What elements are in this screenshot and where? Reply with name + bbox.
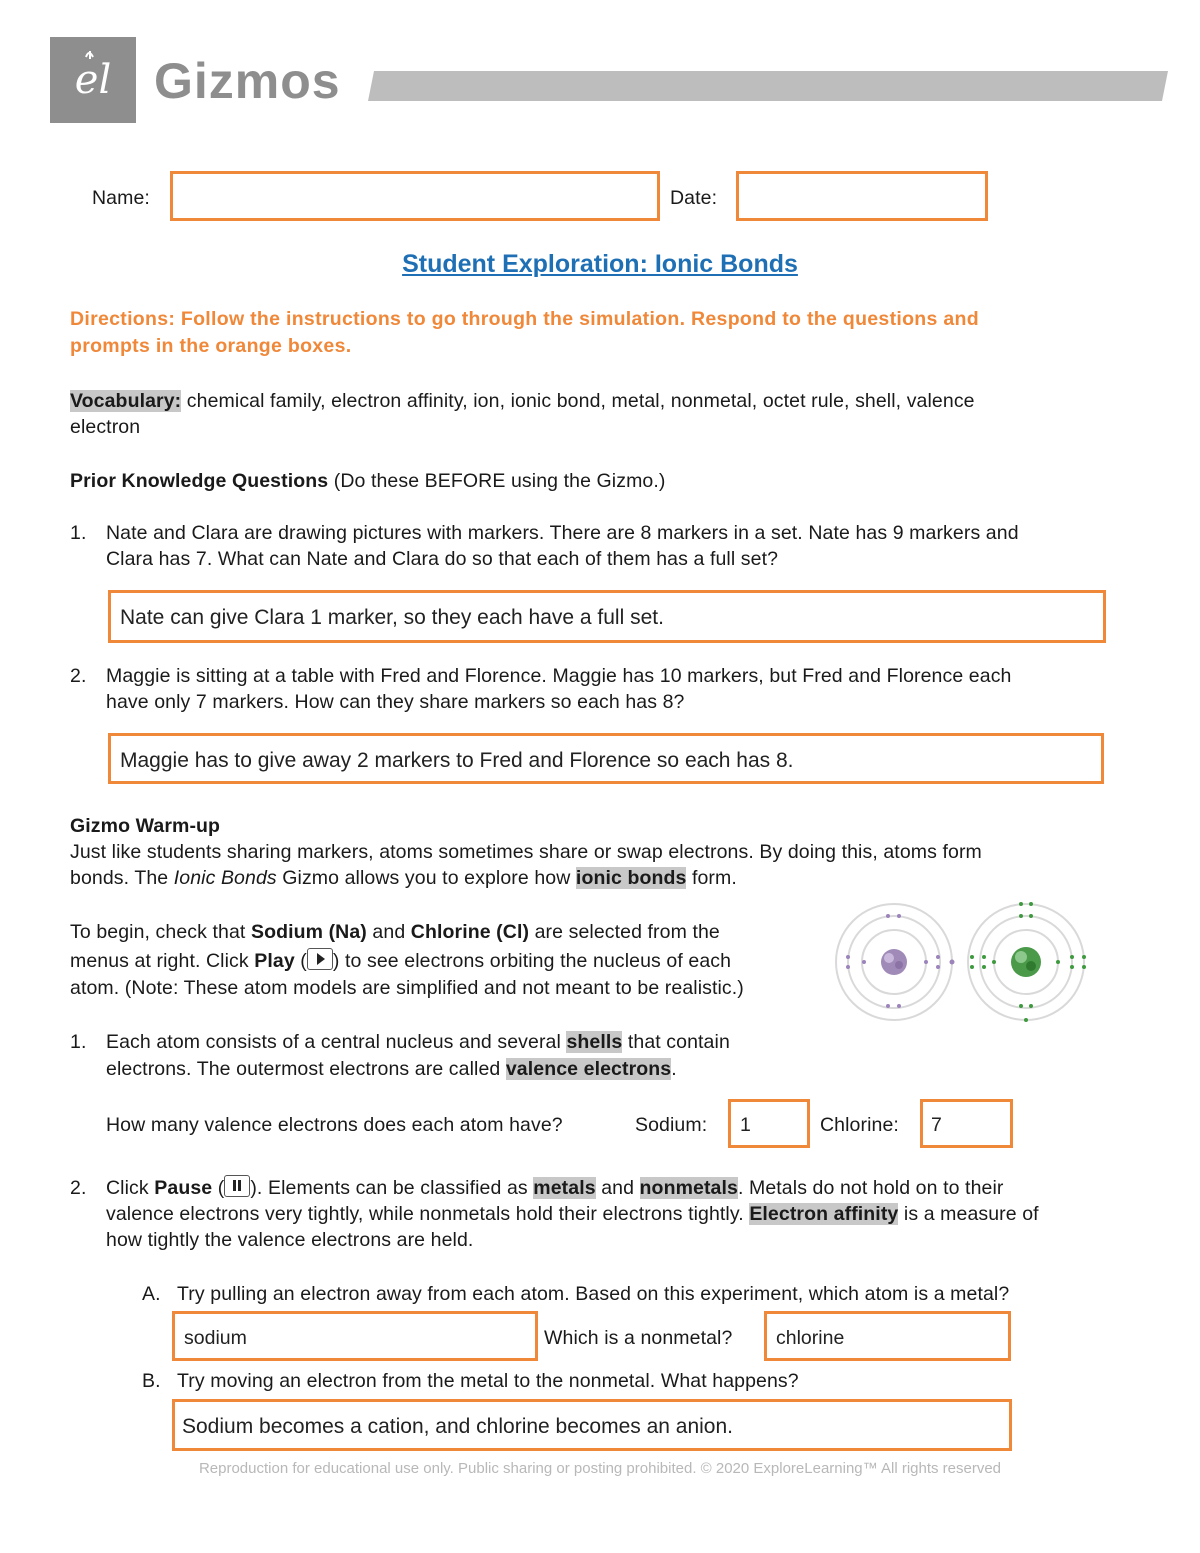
warmup-heading: Gizmo Warm-up — [70, 815, 221, 837]
chlorine-atom-icon — [968, 902, 1086, 1022]
question-text: Clara has 7. What can Nate and Clara do so that each of them has a full set? — [106, 548, 779, 570]
warmup-paragraph-line: Just like students sharing markers, atoms sometimes share or swap electrons. By doing this, atoms form — [70, 841, 982, 863]
part-b-answer-field[interactable]: Sodium becomes a cation, and chlorine becomes an anion. — [172, 1399, 1012, 1451]
directions-line-1: Directions: Follow the instructions to go through the simulation. Respond to the questions and — [70, 308, 979, 330]
question-prompt: How many valence electrons does each atom have? — [106, 1114, 563, 1136]
warmup-paragraph-line: atom. (Note: These atom models are simplified and not meant to be realistic.) — [70, 977, 744, 999]
warmup-paragraph-line: bonds. The Ionic Bonds Gizmo allows you to explore how ionic bonds form. — [70, 867, 737, 889]
page-title: Student Exploration: Ionic Bonds — [402, 250, 798, 278]
header-bar — [368, 71, 1168, 101]
chlorine-valence-field[interactable]: 7 — [920, 1099, 1013, 1148]
brand-logo — [50, 37, 136, 123]
question-number: 1. — [70, 522, 87, 544]
question-text: valence electrons very tightly, while nonmetals hold their electrons tightly. Electron affinity is a measure of — [106, 1203, 1039, 1225]
question-text: how tightly the valence electrons are held. — [106, 1229, 474, 1251]
subquestion-letter: B. — [142, 1370, 161, 1392]
question-number: 2. — [70, 665, 87, 687]
question-text: Nate and Clara are drawing pictures with markers. There are 8 markers in a set. Nate has 9 markers and — [106, 522, 1019, 544]
metal-answer-field[interactable]: sodium — [172, 1311, 538, 1361]
question-text: Maggie is sitting at a table with Fred and Florence. Maggie has 10 markers, but Fred and Florence each — [106, 665, 1012, 687]
question-text: electrons. The outermost electrons are called valence electrons. — [106, 1058, 677, 1080]
date-label: Date: — [670, 187, 718, 209]
answer-box-pk-2[interactable]: Maggie has to give away 2 markers to Fred and Florence so each has 8. — [108, 733, 1104, 784]
answer-box-pk-1[interactable]: Nate can give Clara 1 marker, so they each have a full set. — [108, 590, 1106, 643]
directions-line-2: prompts in the orange boxes. — [70, 335, 352, 357]
brand-name: Gizmos — [154, 53, 341, 109]
play-icon — [307, 948, 333, 970]
copyright-footer: Reproduction for educational use only. Public sharing or posting prohibited. © 2020 ExploreLearning™ All rights reserved — [198, 1460, 1002, 1477]
name-label: Name: — [92, 187, 150, 209]
sodium-atom-icon — [836, 904, 955, 1020]
sodium-valence-field[interactable]: 1 — [728, 1099, 810, 1148]
question-number: 2. — [70, 1177, 87, 1199]
date-field[interactable] — [736, 171, 988, 221]
name-field[interactable] — [170, 171, 660, 221]
question-text: have only 7 markers. How can they share markers so each has 8? — [106, 691, 685, 713]
question-text: Click Pause ( ). Elements can be classified as metals and nonmetals. Metals do not hold on to their — [106, 1177, 1004, 1199]
prior-knowledge-heading: Prior Knowledge Questions (Do these BEFORE using the Gizmo.) — [70, 470, 666, 492]
pause-icon — [224, 1175, 250, 1197]
sodium-label: Sodium: — [635, 1114, 708, 1136]
nonmetal-label: Which is a nonmetal? — [544, 1327, 733, 1349]
nonmetal-answer-field[interactable]: chlorine — [764, 1311, 1011, 1361]
subquestion-text: Try moving an electron from the metal to the nonmetal. What happens? — [177, 1370, 799, 1392]
question-number: 1. — [70, 1031, 87, 1053]
chlorine-label: Chlorine: — [820, 1114, 899, 1136]
warmup-paragraph-line: To begin, check that Sodium (Na) and Chlorine (Cl) are selected from the — [70, 921, 720, 943]
atom-models-image — [832, 900, 1092, 1024]
question-text: Each atom consists of a central nucleus and several shells that contain — [106, 1031, 730, 1053]
subquestion-text: Try pulling an electron away from each atom. Based on this experiment, which atom is a metal? — [177, 1283, 1010, 1305]
warmup-paragraph-line: menus at right. Click Play ( ) to see electrons orbiting the nucleus of each — [70, 950, 732, 972]
vocabulary-line-1: Vocabulary: chemical family, electron affinity, ion, ionic bond, metal, nonmetal, octet rule, shell, valence — [70, 390, 975, 412]
subquestion-letter: A. — [142, 1283, 161, 1305]
vocabulary-label: Vocabulary: — [70, 390, 182, 412]
svg-text:el: el — [74, 57, 112, 103]
el-logo-icon — [50, 37, 136, 123]
vocabulary-line-2: electron — [70, 416, 141, 438]
